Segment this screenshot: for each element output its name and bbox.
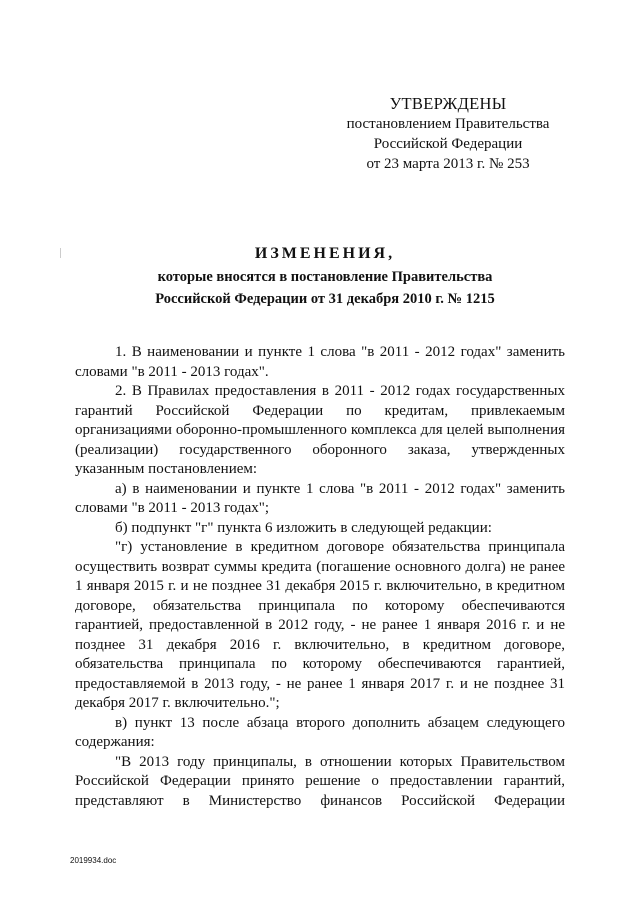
approval-date: от 23 марта 2013 г. № 253 [366,156,530,172]
approval-line: Российской Федерации [373,136,523,152]
document-heading: ИЗМЕНЕНИЯ, [254,245,396,262]
document-subtitle [80,266,570,310]
paragraph: 1. В наименовании и пункте 1 слова "в 2011 - 2012 годах" заменить словами "в 2011 - 2013 годах". [75,344,565,380]
file-name: 2019934.doc [70,856,117,865]
paragraph: б) подпункт "г" пункта 6 изложить в следующей редакции: [115,519,492,536]
subtitle-line: Российской Федерации от 31 декабря 2010 г. № 1215 [155,291,495,307]
approval-title: УТВЕРЖДЕНЫ [389,94,507,113]
scan-mark [60,248,61,258]
approval-line: постановлением Правительства [346,116,550,132]
paragraph: "В 2013 году принципалы, в отношении которых Правительством Российской Федерации принято решение о предоставлении гарантий, представляют в Министерство финансов Российской Федерации [75,753,565,809]
paragraph: 2. В Правилах предоставления в 2011 - 2012 годах государственных гарантий Российской Федерации по кредитам, привлекаемым организациями оборонно-промышленного комплекса для целей выполнения (реализации) государственного оборонного заказа, утвержденных указанным постановлением: [75,383,565,477]
paragraph: а) в наименовании и пункте 1 слова "в 2011 - 2012 годах" заменить словами "в 2011 - 2013 годах"; [75,480,565,516]
document-body [75,343,565,811]
paragraph: "г) установление в кредитном договоре обязательства принципала осуществить возврат суммы кредита (погашение основного долга) не ранее 1 января 2015 г. и не позднее 31 декабря 2015 г. включительно, в кредитном договоре, обязательства принципала по которому обеспечиваются гарантией, предоставленной в 2012 году, - не ранее 1 января 2016 г. и не позднее 31 декабря 2016 г. включительно, в кредитном договоре, обязательства принципала по которому обеспечиваются гарантией, предоставляемой в 2013 году, - не ранее 1 января 2017 г. и не позднее 31 декабря 2017 г. включительно."; [75,539,565,711]
paragraph: в) пункт 13 после абзаца второго дополнить абзацем следующего содержания: [75,714,565,750]
approval-stamp [318,94,578,174]
subtitle-line: которые вносятся в постановление Правительства [157,269,493,285]
